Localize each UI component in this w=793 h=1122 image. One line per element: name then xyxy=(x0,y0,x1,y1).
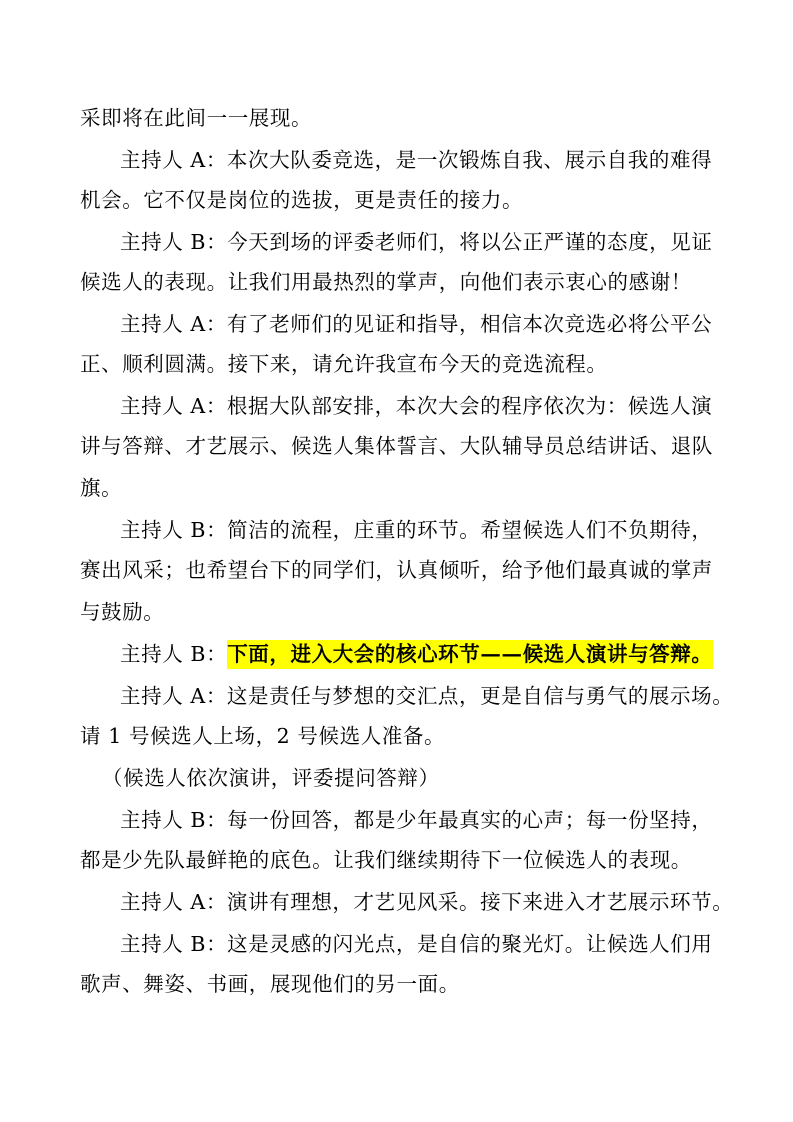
paragraph-line: 讲与答辩、才艺展示、候选人集体誓言、大队辅导员总结讲话、退队 xyxy=(80,434,713,458)
paragraph-line: 都是少先队最鲜艳的底色。让我们继续期待下一位候选人的表现。 xyxy=(80,848,692,872)
paragraph-line: 正、顺利圆满。接下来，请允许我宣布今天的竞选流程。 xyxy=(80,352,608,376)
paragraph-line: 主持人 B：每一份回答，都是少年最真实的心声；每一份坚持， xyxy=(120,808,713,832)
paragraph-line: 候选人的表现。让我们用最热烈的掌声，向他们表示衷心的感谢！ xyxy=(80,270,692,294)
paragraph-line: 主持人 A：有了老师们的见证和指导，相信本次竞选必将公平公 xyxy=(120,312,713,336)
stage-direction: （候选人依次演讲，评委提问答辩） xyxy=(102,766,440,790)
paragraph-line: 旗。 xyxy=(80,476,123,500)
paragraph-line: 请 1 号候选人上场，2 号候选人准备。 xyxy=(80,724,446,748)
paragraph-line: 采即将在此间一一展现。 xyxy=(80,106,313,130)
paragraph-line: 主持人 A：演讲有理想，才艺见风采。接下来进入才艺展示环节。 xyxy=(120,890,734,914)
paragraph-line xyxy=(120,640,713,668)
paragraph-line: 主持人 B：这是灵感的闪光点，是自信的聚光灯。让候选人们用 xyxy=(120,932,713,956)
speaker-label: 主持人 B： xyxy=(120,642,228,666)
paragraph-line: 歌声、舞姿、书画，展现他们的另一面。 xyxy=(80,972,460,996)
paragraph-line: 赛出风采；也希望台下的同学们，认真倾听，给予他们最真诚的掌声 xyxy=(80,558,713,582)
paragraph-line: 主持人 A：根据大队部安排，本次大会的程序依次为：候选人演 xyxy=(120,394,713,418)
paragraph-line: 机会。它不仅是岗位的选拔，更是责任的接力。 xyxy=(80,188,524,212)
paragraph-line: 主持人 B：今天到场的评委老师们，将以公正严谨的态度，见证 xyxy=(120,230,713,254)
paragraph-line: 主持人 B：简洁的流程，庄重的环节。希望候选人们不负期待， xyxy=(120,518,713,542)
highlighted-text: 下面，进入大会的核心环节——候选人演讲与答辩。 xyxy=(227,640,712,669)
paragraph-line: 与鼓励。 xyxy=(80,600,165,624)
paragraph-line: 主持人 A：本次大队委竞选，是一次锻炼自我、展示自我的难得 xyxy=(120,148,713,172)
paragraph-line: 主持人 A：这是责任与梦想的交汇点，更是自信与勇气的展示场。 xyxy=(120,684,734,708)
